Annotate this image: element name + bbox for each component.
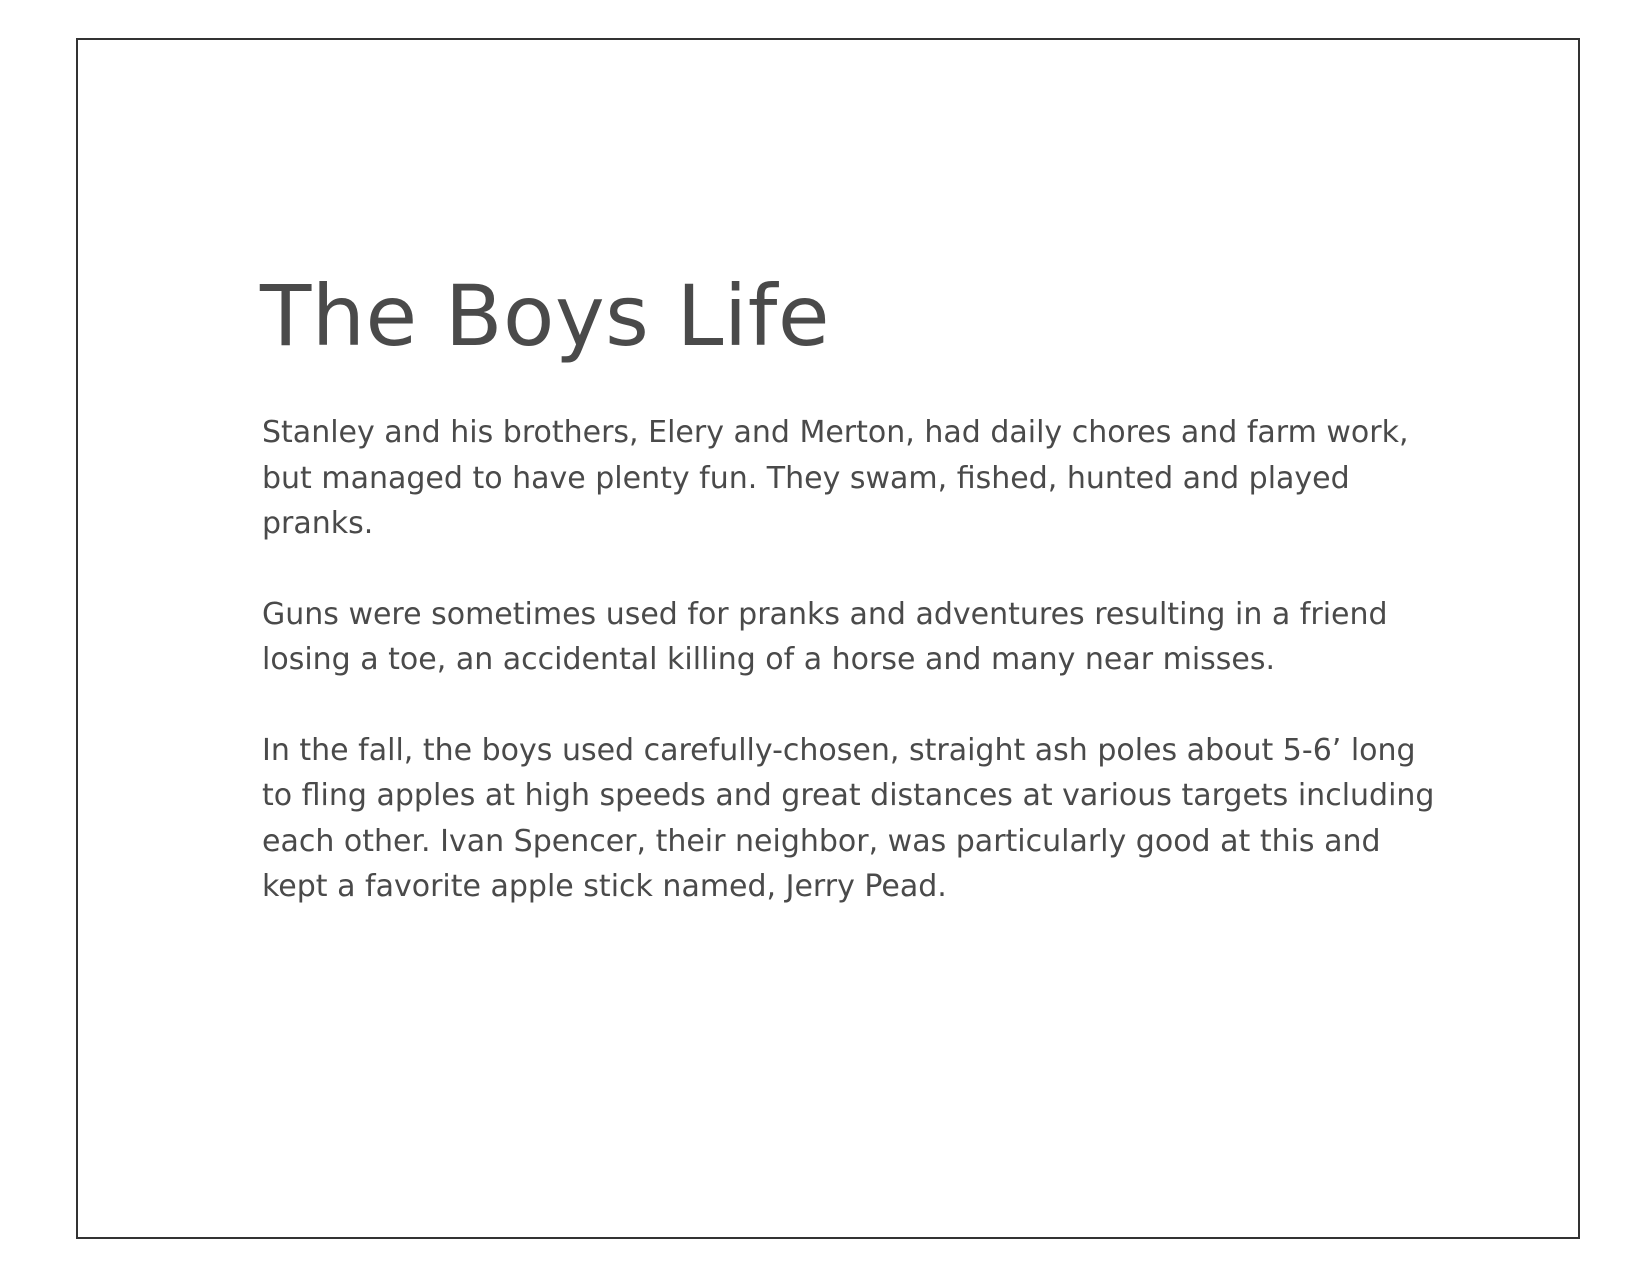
- slide-title: The Boys Life: [260, 267, 831, 365]
- paragraph-guns: Guns were sometimes used for pranks and adventures resulting in a friend losing a toe, an accidental killing of a horse and many near misses.: [262, 596, 1388, 677]
- paragraph-chores: Stanley and his brothers, Elery and Merton, had daily chores and farm work, but managed to have plenty fun. They swam, fished, hunted and played pranks.: [262, 415, 1409, 541]
- paragraph-apples: In the fall, the boys used carefully-chosen, straight ash poles about 5-6’ long to fling apples at high speeds and great distances at various targets including each other. Ivan Spencer, their neighbor, was particularly good at this and kept a favorite apple stick named, Jerry Pead.: [262, 732, 1435, 904]
- slide-body: [262, 410, 1442, 955]
